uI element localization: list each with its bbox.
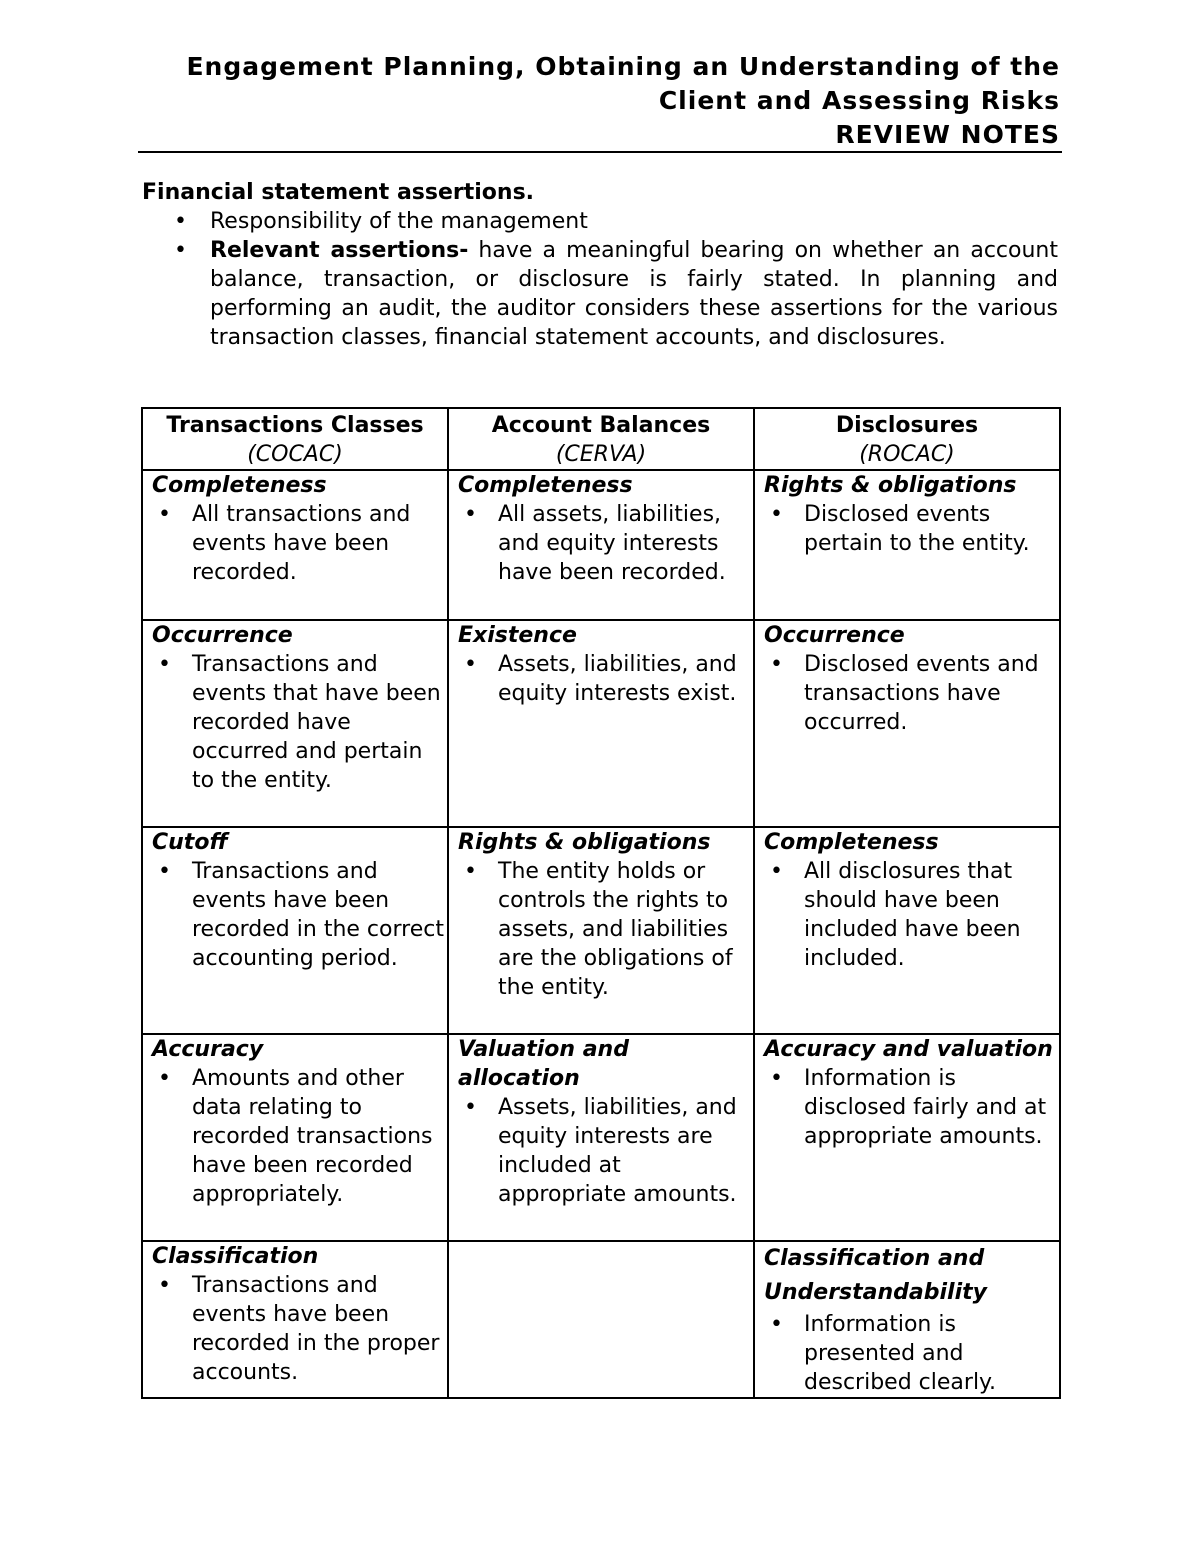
assertion-list: [764, 857, 1057, 973]
assertion-list: [458, 857, 751, 1002]
table-cell: [142, 1034, 448, 1241]
assertion-description: • Assets, liabilities, and equity interests exist.: [458, 650, 751, 708]
bullet-text: have a meaningful bearing on whether an account balance, transaction, or disclosure is fairly stated. In planning and performing an audit, the auditor considers these assertions for the various transaction classes, financial statement accounts, and disclosures.: [210, 238, 1058, 350]
assertion-title: Completeness: [458, 473, 633, 498]
assertion-list: [152, 500, 445, 587]
table-cell: [754, 470, 1060, 620]
assertions-intro-section: [142, 178, 1058, 352]
assertion-description: • Transactions and events have been recorded in the correct accounting period.: [152, 857, 445, 973]
column-header-account-balances: [448, 408, 754, 470]
assertion-title: Occurrence: [764, 623, 905, 648]
bullet-text: Responsibility of the management: [210, 209, 588, 234]
column-code: (COCAC): [247, 442, 343, 467]
table-cell: [448, 470, 754, 620]
table-cell: [754, 827, 1060, 1034]
assertion-description: • Amounts and other data relating to recorded transactions have been recorded appropriately.: [152, 1064, 445, 1209]
header-subtitle: REVIEW NOTES: [835, 120, 1060, 149]
assertion-title: Cutoff: [152, 830, 228, 855]
document-header: [140, 50, 1060, 152]
assertion-list: [764, 1064, 1057, 1151]
table-cell: [754, 1241, 1060, 1398]
assertion-description: • All assets, liabilities, and equity interests have been recorded.: [458, 500, 751, 587]
table-cell: [448, 620, 754, 827]
assertion-description: • Transactions and events have been recorded in the proper accounts.: [152, 1271, 445, 1387]
column-header-transactions: [142, 408, 448, 470]
assertion-list: [152, 1064, 445, 1209]
assertion-description: • Assets, liabilities, and equity interests are included at appropriate amounts.: [458, 1093, 751, 1209]
assertion-description: • Disclosed events and transactions have occurred.: [764, 650, 1057, 737]
assertion-description: • All transactions and events have been recorded.: [152, 500, 445, 587]
assertion-title: Existence: [458, 623, 577, 648]
table-cell: [142, 827, 448, 1034]
assertion-list: [458, 650, 751, 708]
table-cell: [448, 1034, 754, 1241]
table-row: [142, 620, 1060, 827]
table-cell: [142, 1241, 448, 1398]
assertion-description: • Disclosed events pertain to the entity.: [764, 500, 1057, 558]
assertion-description: • The entity holds or controls the rights to assets, and liabilities are the obligations of the entity.: [458, 857, 751, 1002]
assertion-list: [764, 500, 1057, 558]
column-title: Transactions Classes: [166, 413, 424, 438]
assertion-title: Rights & obligations: [458, 830, 711, 855]
table-cell: [142, 470, 448, 620]
assertion-title: Accuracy and valuation: [764, 1037, 1053, 1062]
assertion-description: • Information is disclosed fairly and at appropriate amounts.: [764, 1064, 1057, 1151]
assertion-title: Accuracy: [152, 1037, 264, 1062]
table-cell: [142, 620, 448, 827]
assertion-list: [152, 857, 445, 973]
assertion-title: Completeness: [764, 830, 939, 855]
table-row: [142, 470, 1060, 620]
assertion-description: • Transactions and events that have been recorded have occurred and pertain to the entity.: [152, 650, 445, 795]
assertion-title: Occurrence: [152, 623, 293, 648]
table-cell: [754, 620, 1060, 827]
assertion-description: • All disclosures that should have been included have been included.: [764, 857, 1057, 973]
intro-bullet-list: [142, 207, 1058, 352]
column-code: (ROCAC): [859, 442, 955, 467]
assertion-title: Valuation and allocation: [458, 1037, 629, 1091]
assertion-title: Completeness: [152, 473, 327, 498]
assertion-list: [458, 1093, 751, 1209]
assertion-list: [152, 650, 445, 795]
assertion-description: • Information is presented and described clearly.: [764, 1310, 1057, 1397]
table-cell-empty: [448, 1241, 754, 1398]
header-title-line-2: Client and Assessing Risks: [658, 86, 1060, 115]
assertion-list: [458, 500, 751, 587]
column-code: (CERVA): [555, 442, 647, 467]
column-title: Disclosures: [835, 413, 979, 438]
column-title: Account Balances: [491, 413, 711, 438]
table-row: [142, 1241, 1060, 1398]
assertion-title: Rights & obligations: [764, 473, 1017, 498]
assertion-title: Classification: [152, 1244, 319, 1269]
table-row: [142, 1034, 1060, 1241]
assertion-list: [764, 650, 1057, 737]
assertion-list: [152, 1271, 445, 1387]
assertions-table: [141, 407, 1061, 1399]
header-divider: [138, 151, 1062, 153]
intro-bullet-item: [142, 207, 1058, 236]
table-row: [142, 827, 1060, 1034]
column-header-disclosures: [754, 408, 1060, 470]
bullet-term: Relevant assertions-: [210, 238, 469, 263]
table-cell: [754, 1034, 1060, 1241]
assertion-title: Classification and Understandability: [764, 1246, 987, 1305]
assertion-list: [764, 1310, 1057, 1397]
intro-bullet-item: [142, 236, 1058, 352]
section-title: Financial statement assertions.: [142, 180, 535, 205]
header-title-line-1: Engagement Planning, Obtaining an Understanding of the: [186, 52, 1060, 81]
table-cell: [448, 827, 754, 1034]
table-header-row: [142, 408, 1060, 470]
